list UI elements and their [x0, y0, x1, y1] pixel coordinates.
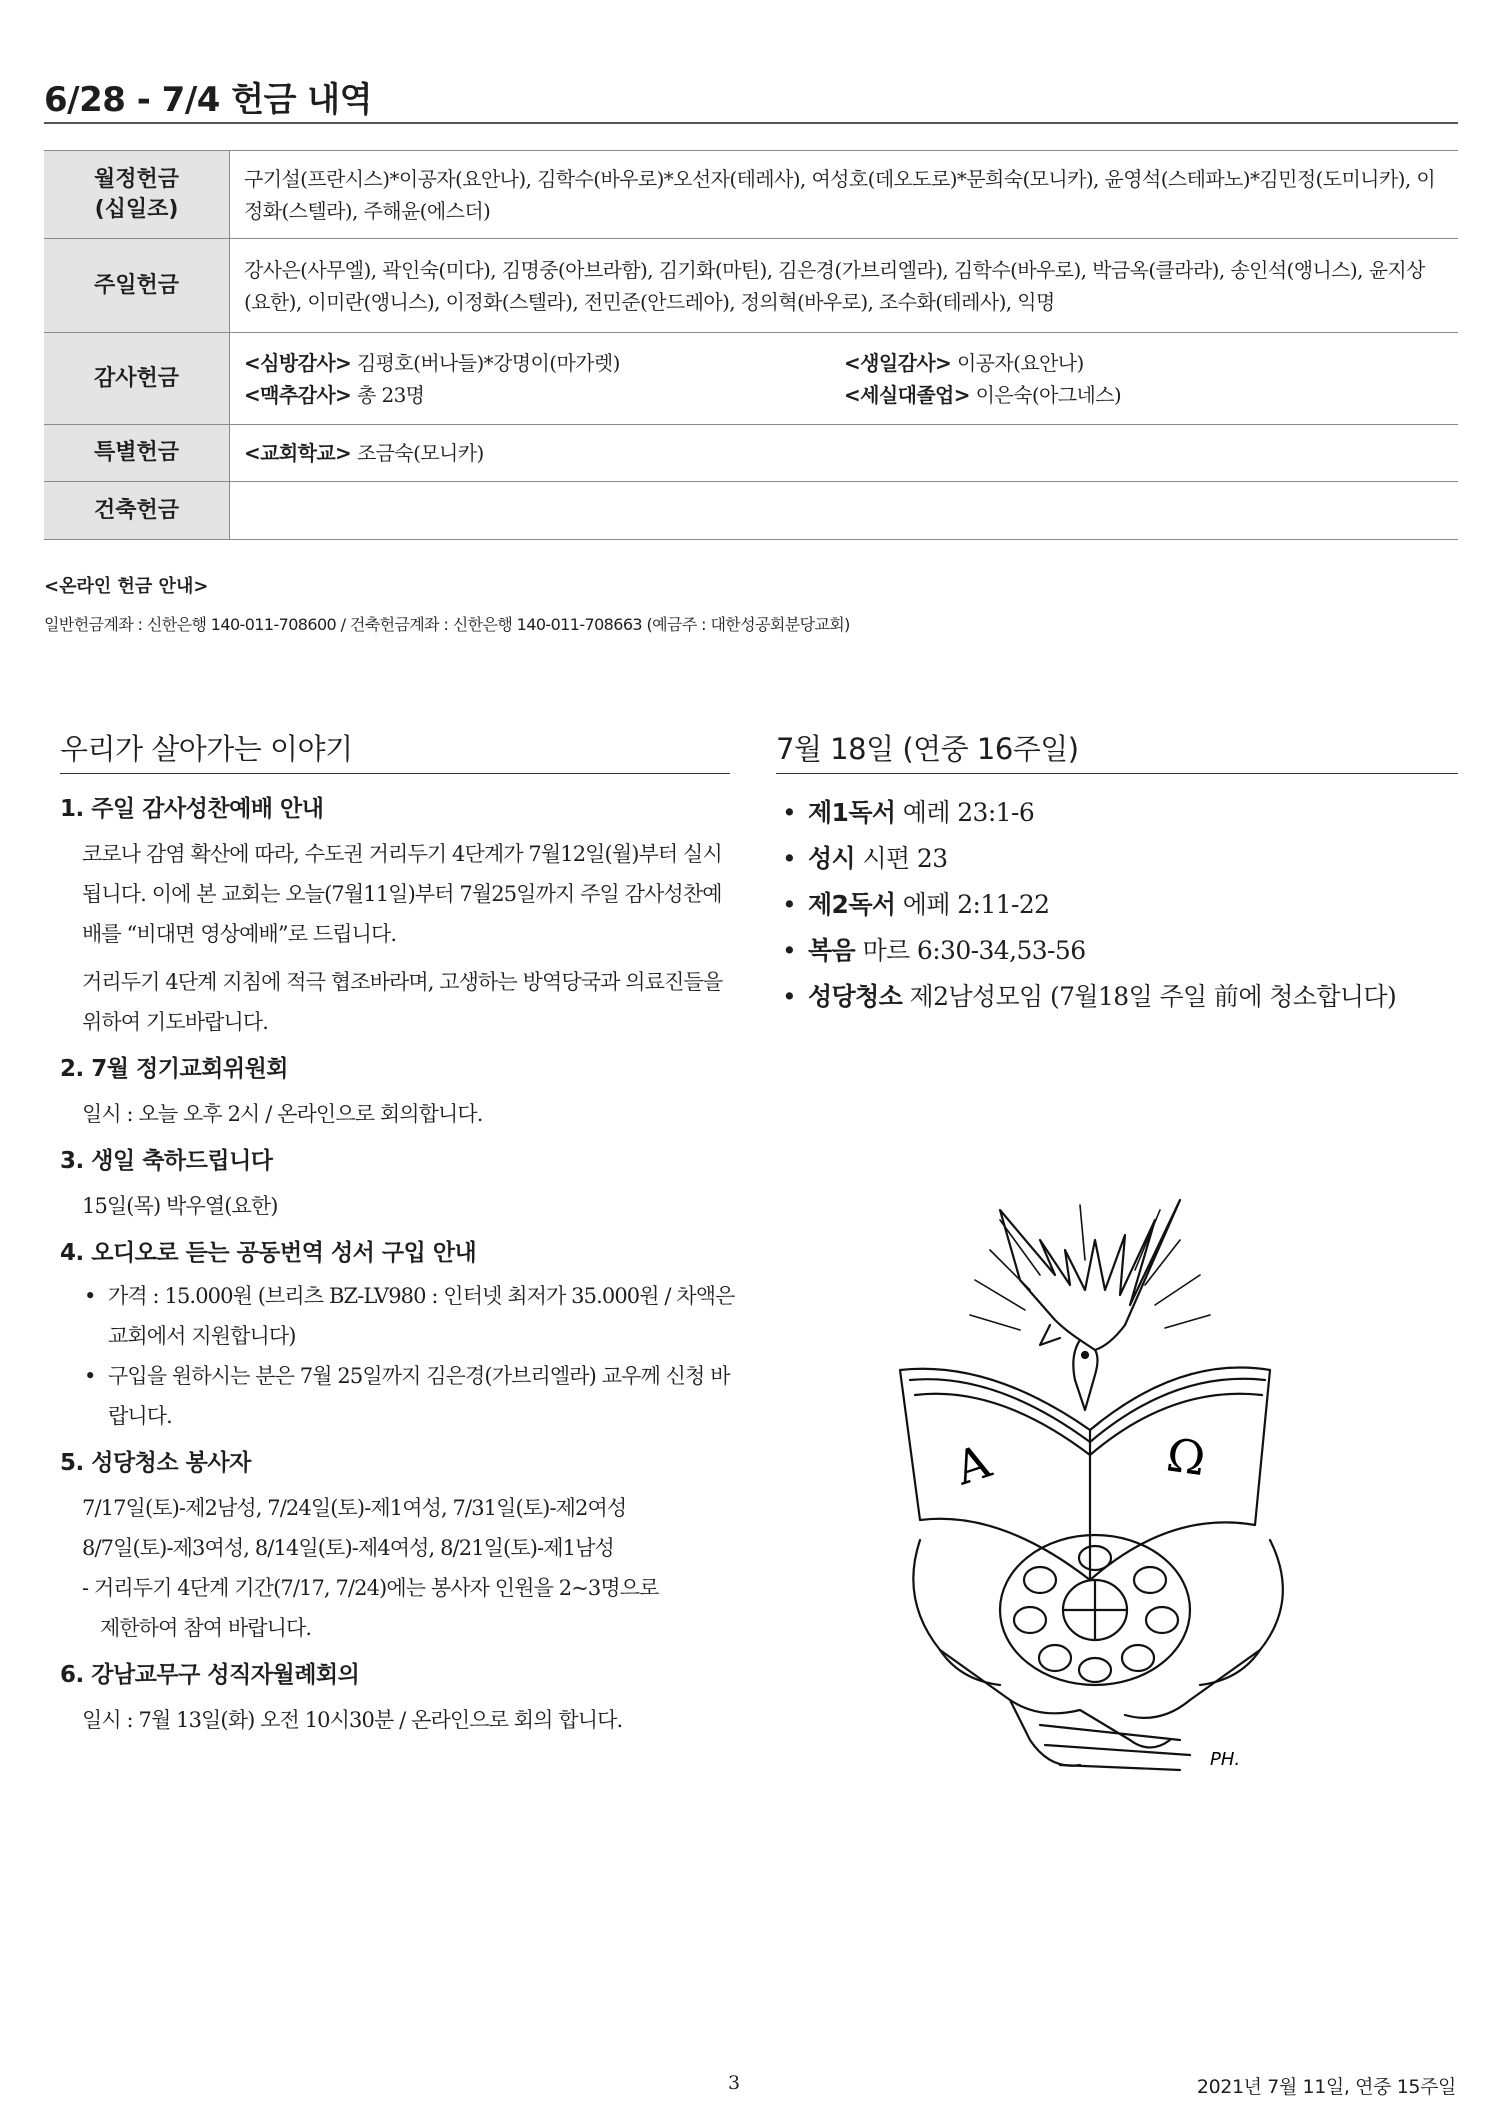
story-bullets [84, 1276, 740, 1436]
alpha-symbol: A [948, 1433, 998, 1496]
reading-ref: 에페 2:11-22 [895, 890, 1050, 919]
special-offering-names: 조금숙(모니카) [351, 441, 484, 465]
sunday-offering-label: 주일헌금 [44, 239, 230, 333]
visit-thanks-names: 김평호(버나들)*강명이(마가렛) [351, 350, 620, 375]
story-item [60, 1236, 740, 1436]
story-text: 7/17일(토)-제2남성, 7/24일(토)-제1여성, 7/31일(토)-제2여성 [82, 1496, 627, 1520]
stories-list [60, 792, 740, 1750]
special-offering-cell [230, 425, 1459, 482]
lectionary-heading: 7월 18일 (연중 16주일) [776, 732, 1079, 766]
story-item [60, 1052, 740, 1134]
story-text: 코로나 감염 확산에 따라, 수도권 거리두기 4단계가 7월12일(월)부터 실시됩니다. 이에 본 교회는 오늘(7월11일)부터 7월25일까지 주일 감사성찬예배를 “비대면 영상예배”로 드립니다. [82, 842, 722, 946]
story-text: 8/7일(토)-제3여성, 8/14일(토)-제4여성, 8/21일(토)-제1남성 [82, 1536, 614, 1560]
footer-date: 2021년 7월 11일, 연중 15주일 [1196, 2076, 1456, 2098]
story-title: 3. 생일 축하드립니다 [60, 1148, 273, 1174]
building-offering-label: 건축헌금 [44, 482, 230, 540]
reading-ref: 마르 6:30-34,53-56 [855, 936, 1086, 965]
story-title: 5. 성당청소 봉사자 [60, 1450, 251, 1476]
title-divider [44, 122, 1458, 124]
story-text: 제한하여 참여 바랍니다. [100, 1616, 312, 1640]
list-item [778, 790, 1468, 836]
birthday-thanks-tag: <생일감사> [844, 350, 952, 375]
graduation-thanks-names: 이은숙(아그네스) [969, 382, 1122, 407]
table-row [44, 482, 1458, 540]
reading-ref: 예레 23:1-6 [895, 798, 1035, 827]
story-text: - 거리두기 4단계 기간(7/17, 7/24)에는 봉사자 인원을 2~3명으로 [82, 1576, 659, 1600]
thanks-offering-label: 감사헌금 [44, 333, 230, 425]
stories-divider [60, 773, 730, 774]
online-offering-title: <온라인 헌금 안내> [44, 576, 209, 597]
table-row [44, 333, 1458, 425]
story-item [60, 1144, 740, 1226]
list-item: • 가격 : 15.000원 (브리츠 BZ-LV980 : 인터넷 최저가 35.000원 / 차액은 교회에서 지원합니다) [84, 1276, 740, 1356]
story-item [60, 1658, 740, 1740]
story-item [60, 792, 740, 1042]
barley-thanks-tag: <맥추감사> [244, 382, 352, 407]
reading-label: 제2독서 [808, 890, 896, 919]
reading-ref: 제2남성모임 (7월18일 주일 前에 청소합니다) [902, 982, 1397, 1011]
building-offering-names [230, 482, 1459, 540]
list-item: • 구입을 원하시는 분은 7월 25일까지 김은경(가브리엘라) 교우께 신청 바랍니다. [84, 1356, 740, 1436]
list-item [778, 974, 1468, 1020]
story-text: 15일(목) 박우열(요한) [82, 1194, 278, 1218]
list-item [778, 882, 1468, 928]
lectionary-list [778, 790, 1468, 1020]
reading-label: 복음 [808, 936, 856, 965]
page-number: 3 [728, 2072, 741, 2094]
list-item [778, 928, 1468, 974]
reading-ref: 시편 23 [855, 844, 948, 873]
table-row [44, 239, 1458, 333]
story-item [60, 1446, 740, 1648]
special-offering-label: 특별헌금 [44, 425, 230, 482]
story-title: 2. 7월 정기교회위원회 [60, 1056, 289, 1082]
omega-symbol: Ω [1163, 1427, 1209, 1487]
dove [1000, 1200, 1180, 1410]
story-title: 4. 오디오로 듣는 공동번역 성서 구입 안내 [60, 1240, 477, 1266]
visit-thanks-tag: <심방감사> [244, 350, 352, 375]
lectionary-divider [776, 773, 1458, 774]
monthly-offering-label: 월정헌금 (십일조) [44, 151, 230, 239]
online-offering-accounts: 일반헌금계좌 : 신한은행 140-011-708600 / 건축헌금계좌 : 신한은행 140-011-708663 (예금주 : 대한성공회분당교회) [44, 615, 850, 634]
thanks-offering-cell [230, 333, 1459, 425]
reading-label: 성시 [808, 844, 856, 873]
offering-table [44, 150, 1458, 540]
reading-label: 제1독서 [808, 798, 896, 827]
birthday-thanks-names: 이공자(요안나) [951, 350, 1084, 375]
stories-heading: 우리가 살아가는 이야기 [60, 732, 353, 766]
story-text: 거리두기 4단계 지침에 적극 협조바라며, 고생하는 방역당국과 의료진들을 위하여 기도바랍니다. [82, 970, 723, 1034]
list-item [778, 836, 1468, 882]
sunday-offering-names: 강사은(사무엘), 곽인숙(미다), 김명중(아브라함), 김기화(마틴), 김은경(가브리엘라), 김학수(바우로), 박금옥(클라라), 송인석(앵니스), 윤지상(요한), 이미란(앵니스), 이정화(스텔라), 전민준(안드레아), 정의혁(바우로), 조수화(테레사), 익명 [244, 257, 1425, 314]
table-row [44, 425, 1458, 482]
story-text: 일시 : 오늘 오후 2시 / 온라인으로 회의합니다. [82, 1102, 483, 1126]
dove-book-illustration [880, 1180, 1320, 1790]
artist-signature: PH. [1210, 1749, 1241, 1770]
church-school-tag: <교회학교> [244, 441, 352, 465]
table-row [44, 151, 1458, 239]
dial [1000, 1535, 1190, 1685]
story-text: 일시 : 7월 13일(화) 오전 10시30분 / 온라인으로 회의 합니다. [82, 1708, 623, 1732]
graduation-thanks-tag: <세실대졸업> [844, 382, 970, 407]
reading-label: 성당청소 [808, 982, 903, 1011]
story-title: 1. 주일 감사성찬예배 안내 [60, 796, 324, 822]
page-title: 6/28 - 7/4 헌금 내역 [44, 80, 372, 120]
barley-thanks-count: 총 23명 [351, 382, 425, 407]
story-title: 6. 강남교무구 성직자월례회의 [60, 1662, 360, 1688]
monthly-offering-names: 구기설(프란시스)*이공자(요안나), 김학수(바우로)*오선자(테레사), 여성호(데오도로)*문희숙(모니카), 윤영석(스테파노)*김민정(도미니카), 이정화(스텔라), 주해윤(에스더) [244, 166, 1436, 223]
